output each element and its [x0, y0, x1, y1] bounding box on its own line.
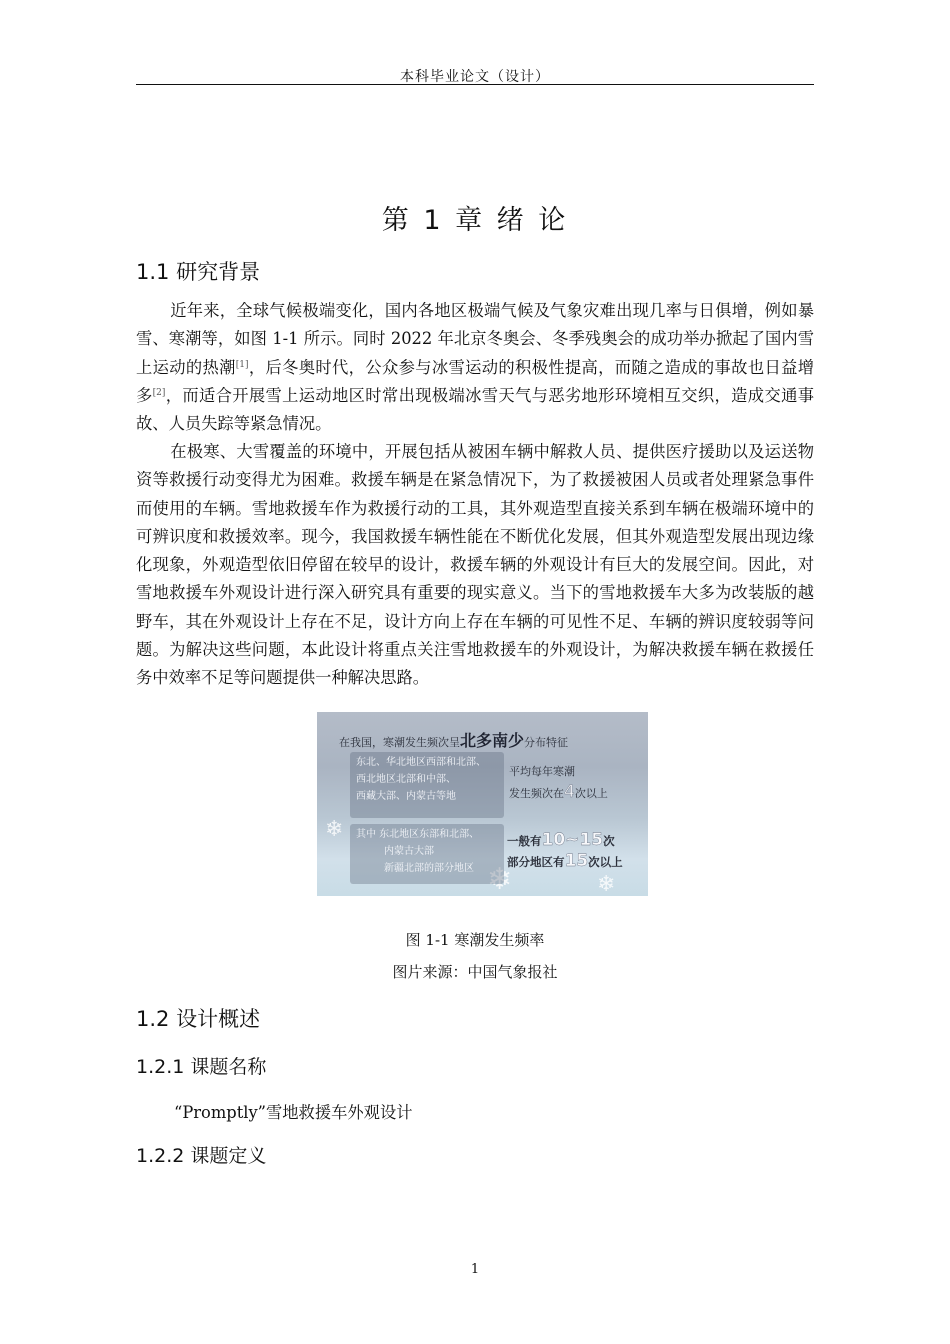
figure-frequency-text-part: 发生频次在	[509, 787, 564, 800]
running-header: 本科毕业论文（设计）	[400, 69, 550, 85]
chapter-title: 第 1 章 绪 论	[381, 205, 569, 236]
figure-heading-text: 在我国，寒潮发生频次呈	[339, 736, 460, 749]
figure-frequency-line	[507, 851, 623, 872]
snowflake-icon: ❄	[487, 862, 513, 896]
figure-source: 图片来源：中国气象报社	[392, 963, 558, 981]
topic-name: “Promptly”雪地救援车外观设计	[174, 1103, 413, 1122]
figure-heading-emphasis: 北多南少	[460, 731, 525, 750]
section-heading-1-1: 1.1 研究背景	[136, 260, 261, 284]
figure-region-box	[350, 824, 504, 884]
section-heading-1-2: 1.2 设计概述	[136, 1007, 261, 1031]
figure-frequency-line	[507, 830, 623, 851]
paragraph-background-1	[136, 297, 814, 438]
section-heading-1-2-2: 1.2.2 课题定义	[136, 1145, 267, 1167]
figure-heading-text: 分布特征	[524, 736, 569, 749]
figure-region-line: 西北地区北部和中部、	[356, 774, 456, 785]
figure-region-box	[350, 752, 504, 818]
figure-frequency-number: 4	[564, 782, 575, 802]
header-rule	[136, 84, 814, 85]
figure-frequency-text	[509, 762, 608, 804]
snowflake-icon: ❄	[325, 817, 344, 842]
figure-cold-wave-frequency	[317, 712, 648, 896]
paragraph-text: ，后冬奥时代，公众参与冰雪运动的积极性提高，而随之造成的事故也日益增多	[136, 357, 814, 405]
figure-region-line: 其中 东北地区东部和北部、	[356, 829, 480, 840]
figure-region-line: 西藏大部、内蒙古等地	[356, 791, 456, 802]
figure-frequency-number: 15	[564, 851, 589, 871]
paragraph-text: 近年来，全球气候极端变化，国内各地区极端气候及气象灾难出现几率与日俱增，例如暴雪、寒潮等，如图 1-1 所示。同时 2022 年北京冬奥会、冬季残奥会的成功举办掀起了国内雪上运动的热潮	[136, 301, 814, 377]
figure-region-line: 内蒙古大部	[384, 846, 434, 857]
paragraph-text: ，而适合开展雪上运动地区时常出现极端冰雪天气与恶劣地形环境相互交织，造成交通事故、人员失踪等紧急情况。	[136, 385, 814, 434]
figure-region-line: 新疆北部的部分地区	[384, 863, 474, 874]
figure-frequency-text-part: 次以上	[588, 855, 623, 869]
page-number: 1	[470, 1262, 480, 1277]
figure-frequency-text-part: 次以上	[574, 787, 608, 800]
paragraph-background-2: 在极寒、大雪覆盖的环境中，开展包括从被困车辆中解救人员、提供医疗援助以及运送物资等救援行动变得尤为困难。救援车辆是在紧急情况下，为了救援被困人员或者处理紧急事件而使用的车辆。雪地救援车作为救援行动的工具，其外观造型直接关系到车辆在极端环境中的可辨识度和救援效率。现今，我国救援车辆性能在不断优化发展，但其外观造型发展出现边缘化现象，外观造型依旧停留在较早的设计，救援车辆的外观设计有巨大的发展空间。因此，对雪地救援车外观设计进行深入研究具有重要的现实意义。当下的雪地救援车大多为改装版的越野车，其在外观设计上存在不足，设计方向上存在车辆的可见性不足、车辆的辨识度较弱等问题。为解决这些问题，本此设计将重点关注雪地救援车的外观设计，为解决救援车辆在救援任务中效率不足等问题提供一种解决思路。	[136, 442, 814, 688]
citation-ref-1[interactable]: [1]	[235, 359, 249, 370]
figure-frequency-text	[507, 830, 623, 872]
section-heading-1-2-1: 1.2.1 课题名称	[136, 1056, 267, 1078]
figure-frequency-text-part: 部分地区有	[507, 855, 565, 869]
snowflake-icon: ❄	[597, 872, 616, 896]
figure-frequency-text-part: 次	[603, 834, 615, 848]
figure-frequency-number: 10~15	[541, 830, 604, 850]
figure-region-line: 东北、华北地区西部和北部、	[356, 757, 486, 768]
figure-frequency-line	[509, 782, 608, 804]
figure-frequency-line: 平均每年寒潮	[509, 765, 575, 778]
figure-heading	[339, 728, 568, 751]
citation-ref-2[interactable]: [2]	[152, 387, 166, 398]
figure-frequency-text-part: 一般有	[507, 834, 542, 848]
figure-caption: 图 1-1 寒潮发生频率	[405, 931, 545, 949]
